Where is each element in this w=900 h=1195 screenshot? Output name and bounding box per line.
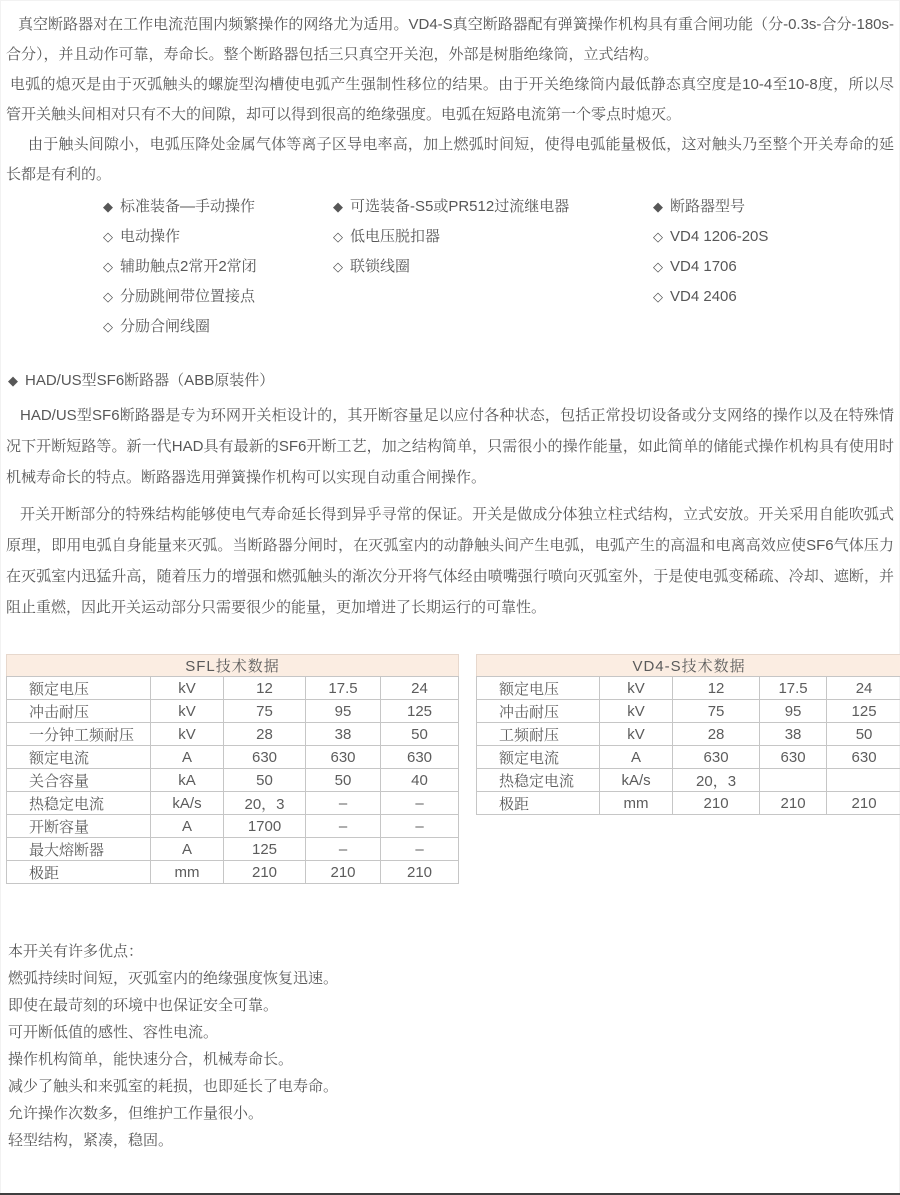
cell-value: kV — [600, 677, 673, 700]
cell-value: 125 — [224, 838, 306, 861]
intro-paragraph-1: 真空断路器对在工作电流范围内频繁操作的网络尤为适用。VD4-S真空断路器配有弹簧操作机构具有重合闸功能（分-0.3s-合分-180s-合分），并且动作可靠，寿命长。整个断路器包括三只真空开关泡，外部是树脂绝缘筒，立式结构。 — [6, 16, 894, 63]
cell-value: kV — [600, 700, 673, 723]
cell-value: kA/s — [600, 769, 673, 792]
cell-value: 630 — [760, 746, 827, 769]
diamond-filled-icon: ◆ — [103, 199, 113, 214]
equipment-lists — [6, 192, 894, 342]
cell-value — [760, 769, 827, 792]
advantage-item: 可开断低值的感性、容性电流。 — [8, 1024, 219, 1041]
table-row — [7, 723, 459, 746]
cell-value: kV — [151, 677, 224, 700]
row-label: 极距 — [7, 861, 151, 884]
table-row — [7, 792, 459, 815]
cell-value: 12 — [224, 677, 306, 700]
list-item — [103, 252, 257, 282]
cell-value: – — [381, 792, 459, 815]
cell-value: 630 — [381, 746, 459, 769]
equipment-column-optional — [333, 192, 569, 282]
row-label: 额定电流 — [7, 746, 151, 769]
advantage-item: 轻型结构，紧凑，稳固。 — [8, 1132, 174, 1149]
cell-value: kA/s — [151, 792, 224, 815]
cell-value: 210 — [306, 861, 381, 884]
list-item-label: 联锁线圈 — [350, 258, 411, 275]
list-item-label: 分励跳闸带位置接点 — [120, 288, 256, 305]
cell-value: 630 — [673, 746, 760, 769]
cell-value: kV — [151, 700, 224, 723]
list-item-label: 分励合闸线圈 — [120, 318, 211, 335]
cell-value: 75 — [673, 700, 760, 723]
cell-value: 24 — [827, 677, 900, 700]
cell-value: 95 — [306, 700, 381, 723]
cell-value: 630 — [827, 746, 900, 769]
row-label: 工频耐压 — [477, 723, 600, 746]
cell-value: A — [151, 815, 224, 838]
intro-paragraph-2: 电弧的熄灭是由于灭弧触头的螺旋型沟槽使电弧产生强制性移位的结果。由于开关绝缘筒内最低静态真空度是10-4至10-8度，所以尽管开关触头间相对只有不大的间隙，却可以得到很高的绝缘强度。电弧在短路电流第一个零点时熄灭。 — [6, 76, 894, 123]
cell-value: mm — [600, 792, 673, 815]
table-row — [477, 746, 900, 769]
cell-value: 210 — [381, 861, 459, 884]
list-item — [103, 282, 257, 312]
list-item — [653, 222, 768, 252]
row-label: 开断容量 — [7, 815, 151, 838]
diamond-outline-icon: ◇ — [103, 289, 113, 304]
cell-value: 38 — [760, 723, 827, 746]
table-row — [7, 677, 459, 700]
list-item — [653, 252, 768, 282]
cell-value: 210 — [673, 792, 760, 815]
diamond-outline-icon: ◇ — [103, 259, 113, 274]
intro-section — [6, 10, 894, 190]
table-row — [477, 792, 900, 815]
list-item-label: 辅助触点2常开2常闭 — [120, 258, 257, 275]
list-item — [103, 222, 257, 252]
vd4s-spec-table — [476, 654, 900, 815]
diamond-outline-icon: ◇ — [653, 259, 663, 274]
cell-value: 50 — [827, 723, 900, 746]
row-label: 一分钟工频耐压 — [7, 723, 151, 746]
table-title: VD4-S技术数据 — [477, 655, 900, 677]
cell-value: kV — [600, 723, 673, 746]
diamond-outline-icon: ◇ — [653, 289, 663, 304]
cell-value: 28 — [673, 723, 760, 746]
list-item — [653, 282, 768, 312]
diamond-filled-icon: ◆ — [333, 199, 343, 214]
advantage-item: 燃弧持续时间短，灭弧室内的绝缘强度恢复迅速。 — [8, 970, 339, 987]
cell-value: kV — [151, 723, 224, 746]
list-item-label: VD4 2406 — [670, 288, 737, 305]
row-label: 最大熔断器 — [7, 838, 151, 861]
sf6-section-heading — [6, 366, 894, 396]
table-row — [477, 677, 900, 700]
list-item — [333, 252, 569, 282]
list-item-label: 标准装备—手动操作 — [120, 198, 256, 215]
advantage-item: 操作机构简单，能快速分合，机械寿命长。 — [8, 1051, 294, 1068]
cell-value: 17.5 — [760, 677, 827, 700]
row-label: 额定电压 — [477, 677, 600, 700]
row-label: 冲击耐压 — [477, 700, 600, 723]
cell-value — [827, 769, 900, 792]
list-item-label: 断路器型号 — [670, 198, 746, 215]
diamond-outline-icon: ◇ — [103, 319, 113, 334]
cell-value: 17.5 — [306, 677, 381, 700]
table-row — [7, 838, 459, 861]
diamond-outline-icon: ◇ — [103, 229, 113, 244]
cell-value: 20，3 — [224, 792, 306, 815]
cell-value: 50 — [381, 723, 459, 746]
list-item — [333, 222, 569, 252]
equipment-column-models — [653, 192, 768, 312]
table-row — [7, 700, 459, 723]
spec-tables — [6, 654, 894, 884]
sfl-spec-table — [6, 654, 459, 884]
diamond-filled-icon: ◆ — [8, 373, 18, 388]
row-label: 极距 — [477, 792, 600, 815]
list-item-label: 电动操作 — [120, 228, 181, 245]
cell-value: 210 — [224, 861, 306, 884]
advantage-item: 减少了触头和来弧室的耗损，也即延长了电寿命。 — [8, 1078, 339, 1095]
list-item — [103, 192, 257, 222]
row-label: 热稳定电流 — [7, 792, 151, 815]
cell-value: 210 — [827, 792, 900, 815]
cell-value: mm — [151, 861, 224, 884]
advantage-item: 允许操作次数多，但维护工作量很小。 — [8, 1105, 264, 1122]
diamond-filled-icon: ◆ — [653, 199, 663, 214]
row-label: 冲击耐压 — [7, 700, 151, 723]
cell-value: 40 — [381, 769, 459, 792]
cell-value: 630 — [306, 746, 381, 769]
cell-value: – — [381, 815, 459, 838]
list-item — [653, 192, 768, 222]
equipment-column-standard — [103, 192, 257, 342]
table-row — [477, 700, 900, 723]
cell-value: 1700 — [224, 815, 306, 838]
row-label: 额定电流 — [477, 746, 600, 769]
cell-value: 630 — [224, 746, 306, 769]
advantages-intro: 本开关有许多优点： — [8, 943, 144, 960]
row-label: 热稳定电流 — [477, 769, 600, 792]
cell-value: 28 — [224, 723, 306, 746]
advantages-list — [6, 938, 894, 1154]
table-title: SFL技术数据 — [7, 655, 459, 677]
cell-value: 12 — [673, 677, 760, 700]
cell-value: 95 — [760, 700, 827, 723]
cell-value: A — [151, 746, 224, 769]
list-item-label: VD4 1206-20S — [670, 228, 769, 245]
cell-value: – — [306, 792, 381, 815]
cell-value: 125 — [381, 700, 459, 723]
table-row — [7, 815, 459, 838]
advantage-item: 即使在最苛刻的环境中也保证安全可靠。 — [8, 997, 279, 1014]
table-title-row — [7, 655, 459, 677]
diamond-outline-icon: ◇ — [333, 259, 343, 274]
list-item-label: 低电压脱扣器 — [350, 228, 441, 245]
cell-value: 75 — [224, 700, 306, 723]
cell-value: kA — [151, 769, 224, 792]
cell-value: – — [306, 815, 381, 838]
cell-value: A — [600, 746, 673, 769]
row-label: 额定电压 — [7, 677, 151, 700]
sf6-paragraph-2: 开关开断部分的特殊结构能够使电气寿命延长得到异乎寻常的保证。开关是做成分体独立柱式结构，立式安放。开关采用自能吹弧式原理，即用电弧自身能量来灭弧。当断路器分闸时，在灭弧室内的动静触头间产生电弧，电弧产生的高温和电离高效应使SF6气体压力在灭弧室内迅猛升高，随着压力的增强和燃弧触头的渐次分开将气体经由喷嘴强行喷向灭弧室外，于是使电弧变稀疏、冷却、遮断，并阻止重燃，因此开关运动部分只需要很少的能量，更加增进了长期运行的可靠性。 — [6, 506, 894, 616]
cell-value: 210 — [760, 792, 827, 815]
cell-value: 50 — [224, 769, 306, 792]
cell-value: 20，3 — [673, 769, 760, 792]
sf6-paragraph-1: HAD/US型SF6断路器是专为环网开关柜设计的，其开断容量足以应付各种状态，包括正常投切设备或分支网络的操作以及在特殊情况下开断短路等。新一代HAD具有最新的SF6开断工艺，加之结构简单，只需很小的操作能量，如此简单的储能式操作机构具有使用时机械寿命长的特点。断路器选用弹簧操作机构可以实现自动重合闸操作。 — [6, 407, 894, 486]
list-item — [333, 192, 569, 222]
cell-value: 125 — [827, 700, 900, 723]
cell-value: 38 — [306, 723, 381, 746]
diamond-outline-icon: ◇ — [653, 229, 663, 244]
row-label: 关合容量 — [7, 769, 151, 792]
list-item-label: 可选装备-S5或PR512过流继电器 — [350, 198, 570, 215]
cell-value: 24 — [381, 677, 459, 700]
table-row — [477, 769, 900, 792]
cell-value: – — [381, 838, 459, 861]
list-item-label: VD4 1706 — [670, 258, 737, 275]
diamond-outline-icon: ◇ — [333, 229, 343, 244]
cell-value: A — [151, 838, 224, 861]
section-title: HAD/US型SF6断路器（ABB原装件） — [25, 372, 275, 389]
table-row — [7, 769, 459, 792]
table-row — [7, 746, 459, 769]
table-title-row — [477, 655, 900, 677]
table-row — [7, 861, 459, 884]
cell-value: – — [306, 838, 381, 861]
table-row — [477, 723, 900, 746]
cell-value: 50 — [306, 769, 381, 792]
list-item — [103, 312, 257, 342]
intro-paragraph-3: 由于触头间隙小，电弧压降处金属气体等离子区导电率高，加上燃弧时间短，使得电弧能量极低，这对触头乃至整个开关寿命的延长都是有利的。 — [6, 136, 894, 183]
